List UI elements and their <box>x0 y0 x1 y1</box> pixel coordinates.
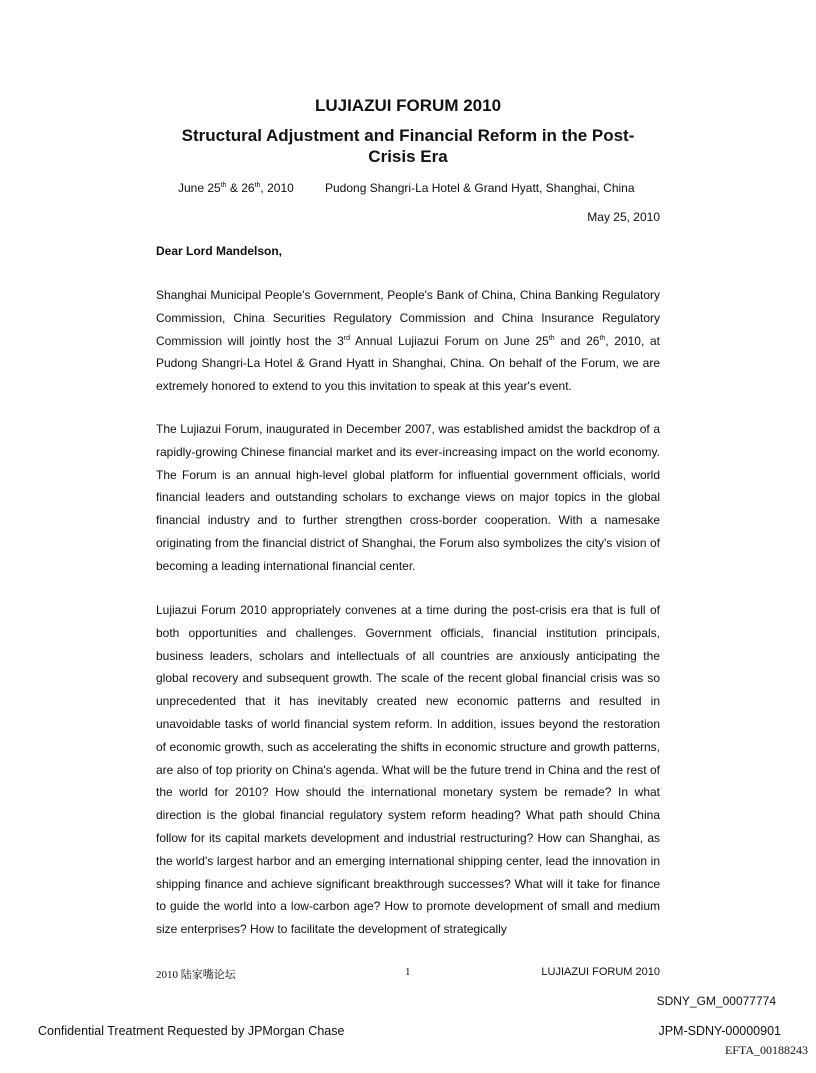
paragraph-3: Lujiazui Forum 2010 appropriately convenes at a time during the post-crisis era that is full of both opportunities and challenges. Government officials, financial institution principals, business leaders, scholars and intellectuals of all countries are anxiously anticipating the global recovery and subsequent growth. The scale of the recent global financial crisis was so unprecedented that it has inevitably created new economic patterns and resulted in unavoidable tasks of world financial system reform. In addition, issues beyond the restoration of economic growth, such as accelerating the shifts in economic structure and growth patterns, are also of top priority on China's agenda. What will be the future trend in China and the rest of the world for 2010? How should the international monetary system be remade? In what direction is the global financial regulatory system reform heading? What path should China follow for its capital markets development and industrial restructuring? How can Shanghai, as the world's largest harbor and an emerging international shipping center, lead the innovation in shipping finance and achieve significant breakthrough successes? What will it take for finance to guide the world into a low-carbon age? How to promote development of small and medium size enterprises? How to facilitate the development of strategically <box>156 603 660 937</box>
paragraph-1: Shanghai Municipal People's Government, People's Bank of China, China Banking Regulatory Commission, China Securities Regulatory Commission and China Insurance Regulatory Commission will jointly host the 3rd Annual Lujiazui Forum on June 25th and 26th, 2010, at Pudong Shangri-La Hotel & Grand Hyatt in Shanghai, China. On behalf of the Forum, we are extremely honored to extend to you this invitation to speak at this year's event. <box>156 288 661 394</box>
page-number: 1 <box>405 966 411 978</box>
forum-title: LUJIAZUI FORUM 2010 <box>314 96 502 115</box>
efta-stamp: EFTA_00188243 <box>724 1043 808 1057</box>
forum-subtitle: Structural Adjustment and Financial Reform in the Post-Crisis Era <box>181 126 635 166</box>
event-dates: June 25th & 26th, 2010 <box>178 181 294 195</box>
event-venue: Pudong Shangri-La Hotel & Grand Hyatt, Shanghai, China <box>325 181 635 195</box>
letter-date: May 25, 2010 <box>587 210 660 224</box>
bates-stamp-2: JPM-SDNY-00000901 <box>658 1024 781 1038</box>
confidential-notice: Confidential Treatment Requested by JPMorgan Chase <box>38 1024 345 1038</box>
salutation: Dear Lord Mandelson, <box>156 244 283 258</box>
footer-left: 2010 陆家嘴论坛 <box>156 969 236 981</box>
footer-right: LUJIAZUI FORUM 2010 <box>541 966 660 978</box>
paragraph-2: The Lujiazui Forum, inaugurated in December 2007, was established amidst the backdrop of a rapidly-growing Chinese financial market and its ever-increasing impact on the world economy. The Forum is an annual high-level global platform for influential government officials, world financial leaders and outstanding scholars to exchange views on major topics in the global financial industry and to further strengthen cross-border cooperation. With a namesake originating from the financial district of Shanghai, the Forum also symbolizes the city's vision of becoming a leading international financial center. <box>156 422 660 573</box>
bates-stamp-1: SDNY_GM_00077774 <box>656 994 776 1008</box>
